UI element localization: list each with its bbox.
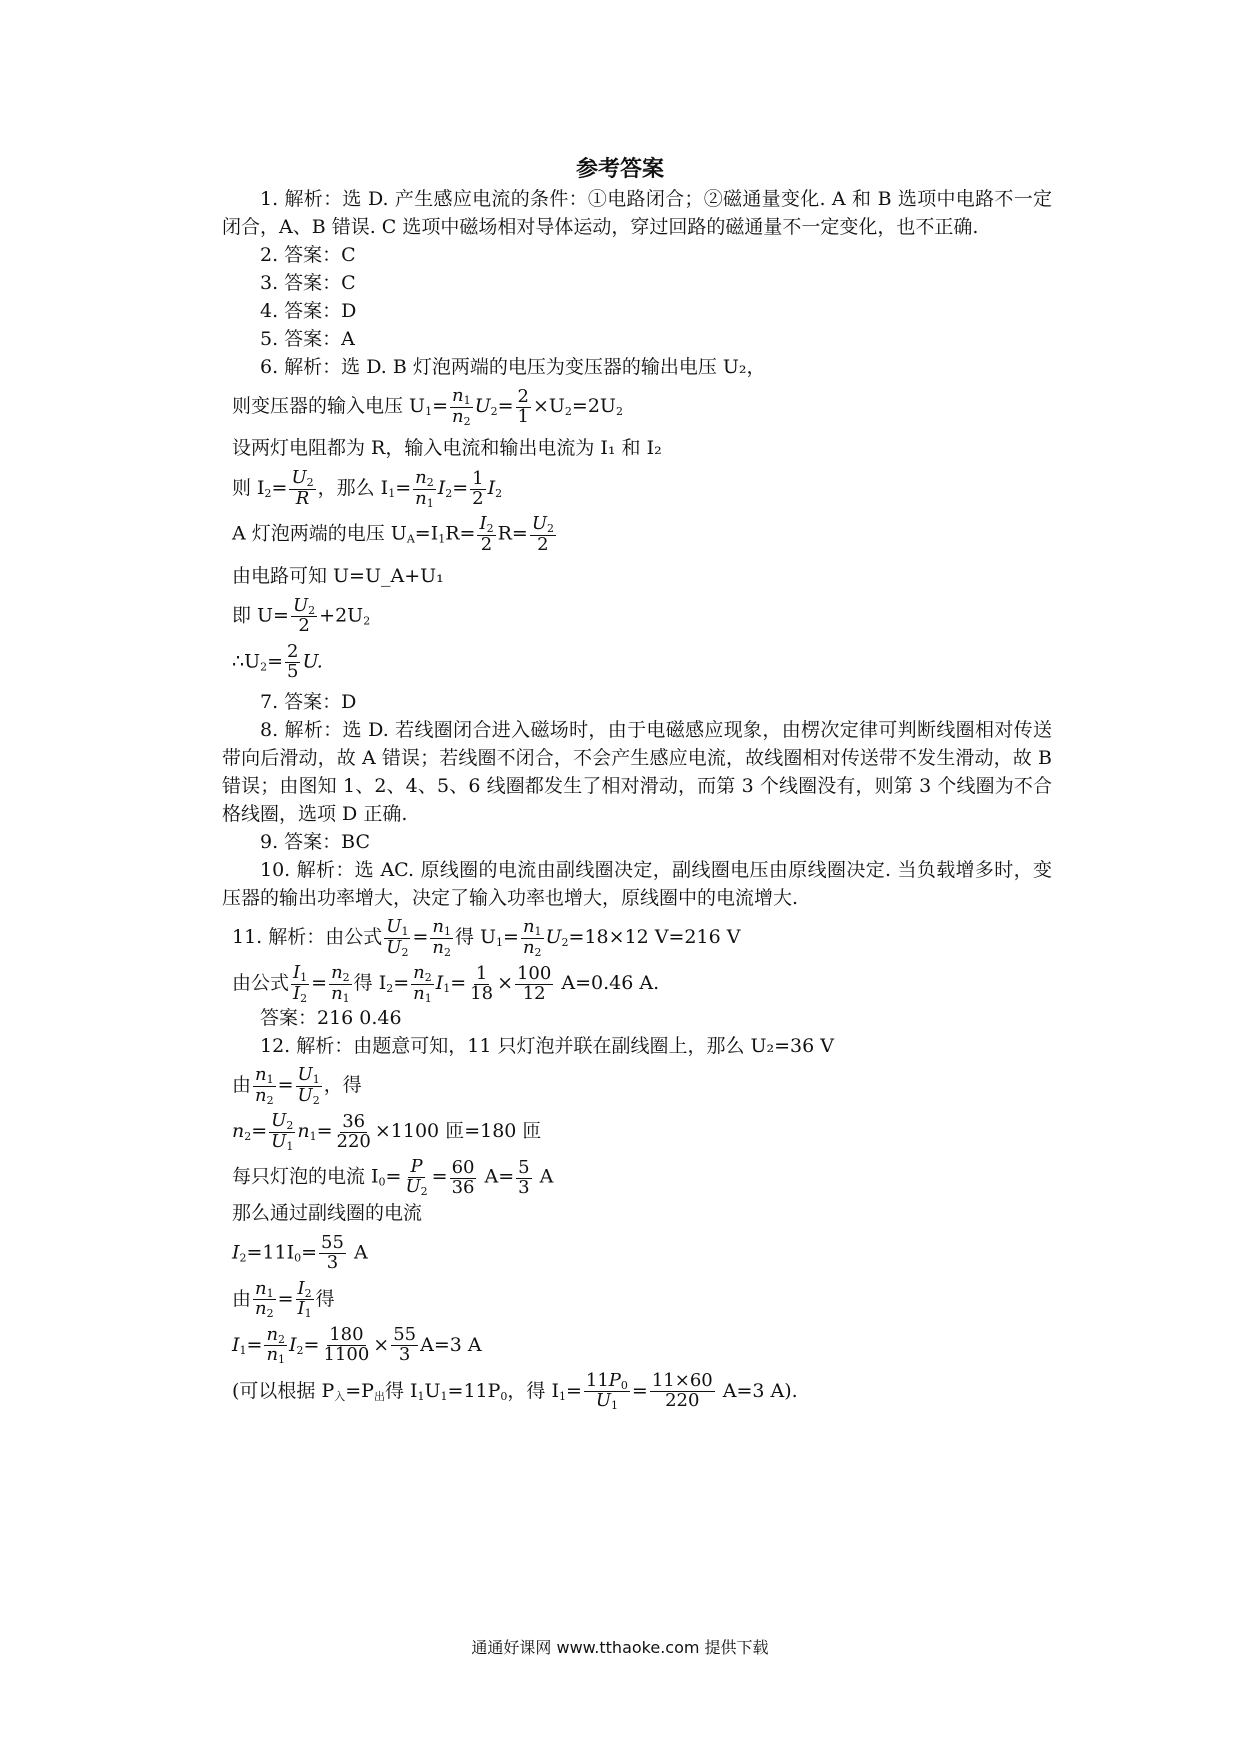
fraction: $\frac{U_2}{U_1}$ <box>271 1110 294 1153</box>
fraction: $\frac{5}{3}$ <box>518 1156 530 1198</box>
answer-6-line-3: 则 $I_2=$ $\frac{U_2}{R}$ ，那么 $I_1=$ $\frac{n_2}{n_1}$ $I_2=$ $\frac{1}{2}$ $I_2$ <box>232 467 503 510</box>
fraction: $\frac{n_2}{n_1}$ <box>413 962 432 1005</box>
fraction: $\frac{U_1}{U_2}$ <box>297 1064 320 1107</box>
fraction: $\frac{n_2}{n_1}$ <box>331 962 350 1005</box>
answer-12-line-5: $I_2=11I_0=$ $\frac{55}{3}$ A <box>232 1232 368 1273</box>
fraction: $\frac{I_1}{I_2}$ <box>293 962 308 1005</box>
answer-7: 7. 答案：D <box>260 691 357 714</box>
fraction: $\frac{n_1}{n_2}$ <box>432 916 451 959</box>
answer-12-line-6: 由 $\frac{n_1}{n_2}$ = $\frac{I_2}{I_1}$ 得 <box>232 1277 335 1321</box>
answer-6-line-5: 由电路可知 U=U_A+U₁ <box>232 564 444 587</box>
answer-6-line-7: $\therefore U_2=$ $\frac{2}{5}$ U. <box>232 640 323 682</box>
answer-12-line-2: $n_2=$ $\frac{U_2}{U_1}$ $n_1=$ $\frac{36}{220}$ ×1100 匝=180 匝 <box>232 1110 542 1153</box>
answer-11-line-1: 11. 解析：由公式 $\frac{U_1}{U_2}$ = $\frac{n_1}{n_2}$ 得 $U_1=$ $\frac{n_1}{n_2}$ $U_2=18\times 12$ V=216 V <box>232 916 741 959</box>
answer-content <box>222 185 1052 1412</box>
fraction: $\frac{36}{220}$ <box>336 1110 371 1152</box>
fraction: $\frac{U_2}{R}$ <box>291 467 314 509</box>
fraction: $\frac{180}{1100}$ <box>323 1324 370 1366</box>
answer-6-line-4: A 灯泡两端的电压 $U_A=I_1R=$ $\frac{I_2}{2}$ R= $\frac{U_2}{2}$ <box>232 513 554 555</box>
fraction: $\frac{100}{12}$ <box>516 962 552 1004</box>
answer-1: 1. 解析：选 D. 产生感应电流的条件：①电路闭合；②磁通量变化. A 和 B 选项中电路不一定闭合，A、B 错误. C 选项中磁场相对导体运动，穿过回路的磁通量不一定变化，也不正确. <box>222 188 1052 238</box>
fraction: $\frac{U_1}{U_2}$ <box>386 916 409 959</box>
fraction: $\frac{11\times 60}{220}$ <box>651 1370 713 1412</box>
answer-6-line-6: 即 U= $\frac{U_2}{2}$ $+2U_2$ <box>232 594 371 637</box>
fraction: $\frac{55}{3}$ <box>393 1324 417 1366</box>
fraction: $\frac{I_2}{I_1}$ <box>297 1277 312 1321</box>
answer-3: 3. 答案：C <box>260 272 356 294</box>
answer-12-line-4: 那么通过副线圈的电流 <box>232 1202 423 1225</box>
answer-12-intro: 12. 解析：由题意可知，11 只灯泡并联在副线圈上，那么 U₂=36 V <box>260 1035 834 1058</box>
page-title: 参考答案 <box>575 156 664 182</box>
answer-5: 5. 答案：A <box>260 328 355 350</box>
fraction: $\frac{11P_0}{U_1}$ <box>585 1369 628 1413</box>
fraction: $\frac{1}{18}$ <box>470 962 494 1004</box>
fraction: $\frac{P}{U_2}$ <box>405 1156 428 1199</box>
answer-2: 2. 答案：C <box>260 244 356 266</box>
page-footer: 通通好课网 www.tthaoke.com 提供下载 <box>471 1638 769 1657</box>
answer-11-line-2: 由公式 $\frac{I_1}{I_2}$ = $\frac{n_2}{n_1}$ 得 $I_2=$ $\frac{n_2}{n_1}$ $I_1=$ $\frac{1}{18}$ × $\frac{100}{12}$ A=0.46 A. <box>232 962 660 1005</box>
fraction: $\frac{n_1}{n_2}$ <box>255 1277 274 1321</box>
answer-4: 4. 答案：D <box>260 300 357 322</box>
answer-8: 8. 解析：选 D. 若线圈闭合进入磁场时，由于电磁感应现象，由楞次定律可判断线圈相对传送带向后滑动，故 A 错误；若线圈不闭合，不会产生感应电流，故线圈相对传送带不发生滑动，故 B 错误；由图知 1、2、4、5、6 线圈都发生了相对滑动，而第 3 个线圈没有，则第 3 个线圈为不合格线圈，选项 D 正确. <box>222 719 1052 826</box>
fraction: $\frac{n_1}{n_2}$ <box>522 916 542 959</box>
fraction: $\frac{2}{1}$ <box>517 385 529 427</box>
answer-9: 9. 答案：BC <box>260 831 371 854</box>
fraction: $\frac{n_2}{n_1}$ <box>415 467 434 510</box>
answer-6-line-1: 则变压器的输入电压 $U_1=$ $\frac{n_1}{n_2}$ $U_2=$ $\frac{2}{1}$ $\times U_2=2U_2$ <box>232 385 623 428</box>
fraction: $\frac{n_1}{n_2}$ <box>451 385 471 428</box>
answer-10: 10. 解析：选 AC. 原线圈的电流由副线圈决定，副线圈电压由原线圈决定. 当负载增多时，变压器的输出功率增大，决定了输入功率也增大，原线圈中的电流增大. <box>222 859 1052 910</box>
fraction: $\frac{U_2}{2}$ <box>531 513 554 555</box>
answer-12-line-8: (可以根据 $P_入=P_出$得 $I_1U_1=11P_0$，得 $I_1=$ $\frac{11P_0}{U_1}$ = $\frac{11\times 60}{220}$ A=3 A). <box>232 1369 798 1413</box>
answer-6-intro: 6. 解析：选 D. B 灯泡两端的电压为变压器的输出电压 U₂， <box>260 356 766 378</box>
fraction: $\frac{I_2}{2}$ <box>479 513 494 555</box>
fraction: $\frac{60}{36}$ <box>451 1156 475 1198</box>
fraction: $\frac{2}{5}$ <box>287 640 299 682</box>
answer-6-line-2: 设两灯电阻都为 R，输入电流和输出电流为 I₁ 和 I₂ <box>232 437 662 460</box>
fraction: $\frac{55}{3}$ <box>321 1232 344 1273</box>
answer-12-line-3: 每只灯泡的电流 $I_0=$ $\frac{P}{U_2}$ = $\frac{60}{36}$ A= $\frac{5}{3}$ A <box>232 1156 554 1199</box>
answer-12-line-1: 由 $\frac{n_1}{n_2}$ = $\frac{U_1}{U_2}$ ，得 <box>232 1064 362 1107</box>
fraction: $\frac{U_2}{2}$ <box>292 594 316 637</box>
fraction: $\frac{1}{2}$ <box>472 467 484 509</box>
answer-12-line-7: $I_1=$ $\frac{n_2}{n_1}$ $I_2=$ $\frac{180}{1100}$ × $\frac{55}{3}$ A=3 A <box>232 1323 482 1367</box>
answer-11-result: 答案：216 0.46 <box>260 1007 402 1030</box>
fraction: $\frac{n_1}{n_2}$ <box>255 1064 274 1107</box>
fraction: $\frac{n_2}{n_1}$ <box>266 1323 286 1367</box>
